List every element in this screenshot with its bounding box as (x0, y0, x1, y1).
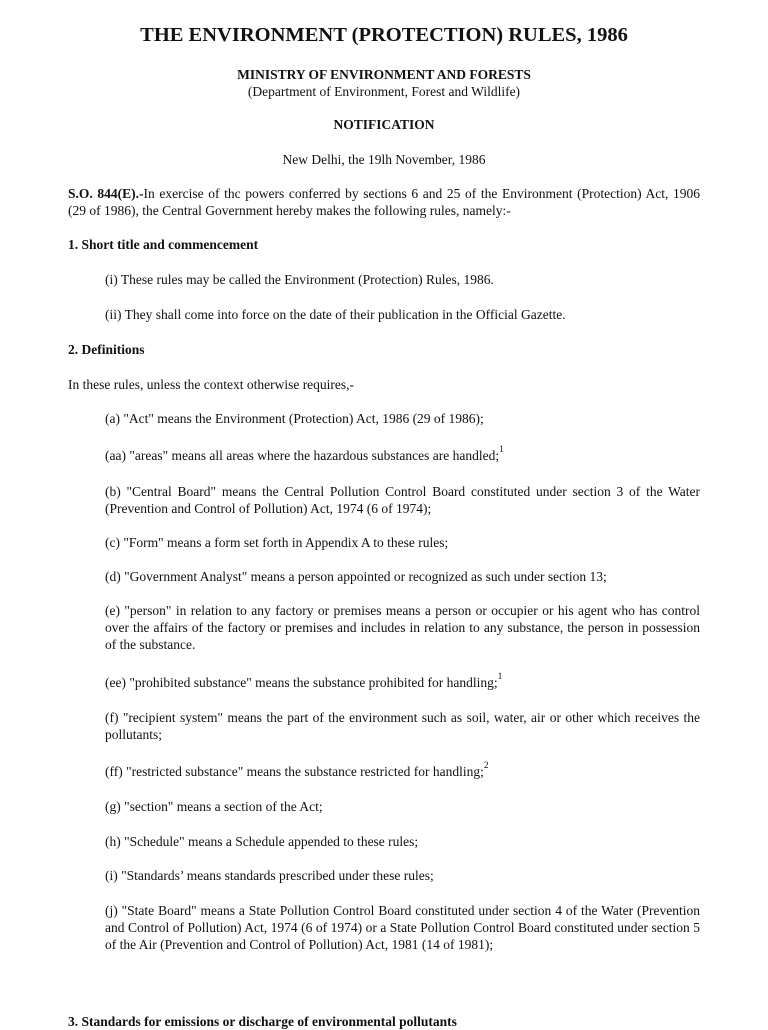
definition-item (105, 483, 700, 517)
definition-item (105, 798, 700, 815)
ministry-name: MINISTRY OF ENVIRONMENT AND FORESTS (237, 67, 531, 82)
definition-item (105, 568, 700, 585)
definition-item (105, 674, 700, 691)
definition-text: (f) "recipient system" means the part of the environment such as soil, water, air or other which receives the pollutants; (105, 710, 700, 742)
definition-item (105, 410, 700, 427)
definition-text: (aa) "areas" means all areas where the hazardous substances are handled; (105, 448, 500, 463)
section-1-item: (ii) They shall come into force on the date of their publication in the Official Gazette. (105, 307, 566, 322)
section-1-heading: 1. Short title and commencement (68, 237, 259, 252)
definition-item (105, 534, 700, 551)
section-2-heading: 2. Definitions (68, 342, 145, 357)
definition-text: (c) "Form" means a form set forth in Appendix A to these rules; (105, 535, 449, 550)
definition-text: (b) "Central Board" means the Central Pollution Control Board constituted under section 3 of the Water (Prevention and Control of Pollution) Act, 1974 (6 of 1974); (105, 484, 700, 516)
preamble-ref: S.O. 844(E).- (68, 186, 144, 201)
definition-text: (j) "State Board" means a State Pollution Control Board constituted under section 4 of the Water (Prevention and Control of Pollution) Act, 1974 (6 of 1974) or a State Pollution Control Board constituted under section 5 of the Air (Prevention and Control of Pollution) Act, 1981 (14 of 1981); (105, 903, 700, 952)
section-2-intro: In these rules, unless the context otherwise requires,- (68, 377, 355, 392)
definition-item (105, 902, 700, 953)
definition-text: (ee) "prohibited substance" means the substance prohibited for handling; (105, 675, 498, 690)
footnote-marker: 1 (497, 672, 503, 682)
definition-item (105, 602, 700, 653)
definition-text: (e) "person" in relation to any factory or premises means a person or occupier or his agent who has control over the affairs of the factory or premises and includes in relation to any substance, the person in possession of the substance. (105, 603, 700, 652)
definition-text: (ff) "restricted substance" means the substance restricted for handling; (105, 764, 484, 779)
department-name: (Department of Environment, Forest and Wildlife) (247, 84, 521, 99)
section-3-heading: 3. Standards for emissions or discharge of environmental pollutants (68, 1014, 457, 1029)
document-title: THE ENVIRONMENT (PROTECTION) RULES, 1986 (140, 24, 628, 46)
definition-text: (d) "Government Analyst" means a person appointed or recognized as such under section 13; (105, 569, 607, 584)
definition-item (105, 867, 700, 884)
definition-item (105, 709, 700, 743)
notification-label: NOTIFICATION (333, 117, 435, 132)
definition-item (105, 833, 700, 850)
preamble-text: In exercise of thc powers conferred by sections 6 and 25 of the Environment (Protection) Act, 1906 (29 of 1986), the Central Government hereby makes the following rules, namely:- (68, 186, 701, 218)
definition-text: (h) "Schedule" means a Schedule appended to these rules; (105, 834, 419, 849)
definition-text: (g) "section" means a section of the Act; (105, 799, 323, 814)
definition-text: (i) "Standards’ means standards prescribed under these rules; (105, 868, 434, 883)
date-line: New Delhi, the 19lh November, 1986 (282, 152, 486, 167)
definition-item (105, 447, 700, 464)
definition-text: (a) "Act" means the Environment (Protection) Act, 1986 (29 of 1986); (105, 411, 484, 426)
footnote-marker: 1 (499, 445, 504, 455)
section-1-item: (i) These rules may be called the Environment (Protection) Rules, 1986. (105, 272, 494, 287)
definition-item (105, 763, 700, 780)
preamble (68, 185, 700, 219)
footnote-marker: 2 (483, 761, 489, 771)
